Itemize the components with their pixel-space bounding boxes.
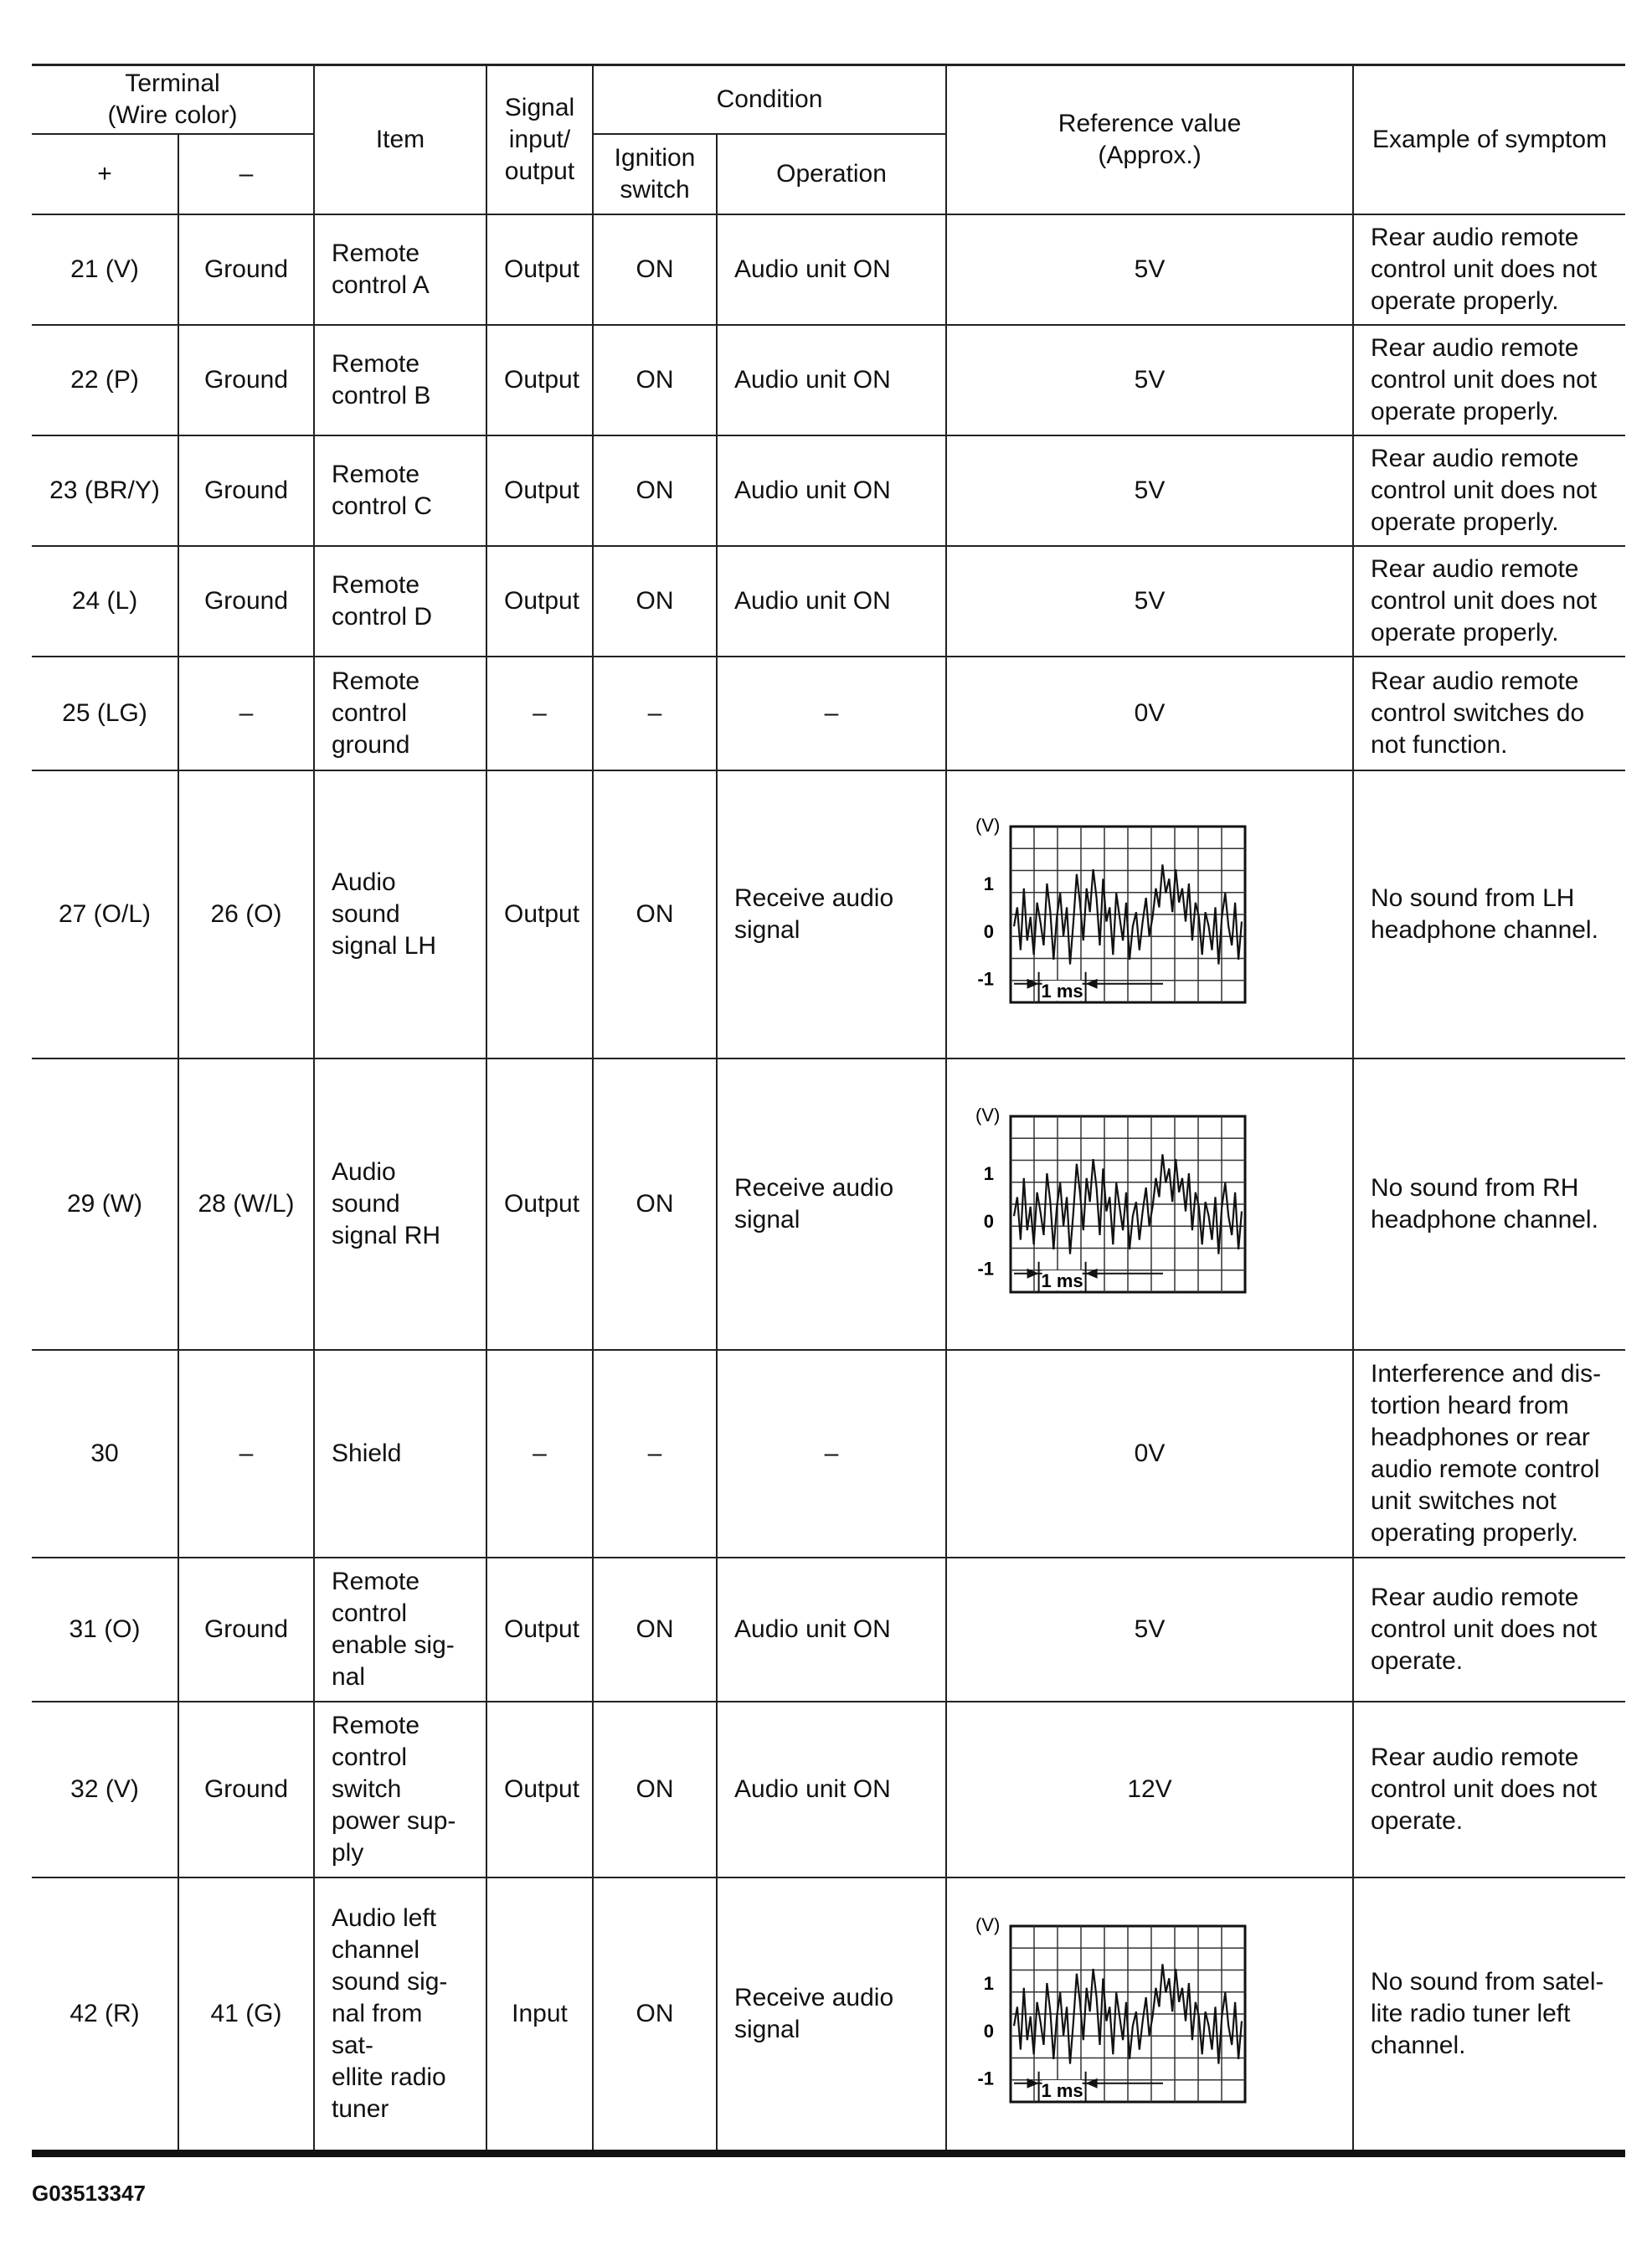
operation: Receive audio signal bbox=[717, 1058, 946, 1350]
symptom: No sound from LH headphone channel. bbox=[1353, 770, 1625, 1058]
reference-value: 0V bbox=[946, 657, 1353, 770]
reference-value: 0V bbox=[946, 1350, 1353, 1558]
table-row bbox=[32, 1877, 1625, 2154]
symptom: Rear audio remote control unit does not operate properly. bbox=[1353, 214, 1625, 325]
scope-y-tick-label: -1 bbox=[977, 1258, 995, 1280]
signal: Output bbox=[486, 1558, 593, 1702]
header-minus: – bbox=[178, 134, 314, 214]
scope-unit-label: (V) bbox=[975, 817, 1001, 836]
ignition: – bbox=[593, 657, 717, 770]
operation: Audio unit ON bbox=[717, 214, 946, 325]
scope-y-tick-label: -1 bbox=[977, 2068, 995, 2089]
scope-y-tick-label: 1 bbox=[983, 873, 995, 894]
terminal-plus: 32 (V) bbox=[32, 1702, 178, 1877]
scope-y-tick-label: 1 bbox=[983, 1162, 995, 1184]
scope-time-label: 1 ms bbox=[1041, 2079, 1083, 2101]
terminal-plus: 25 (LG) bbox=[32, 657, 178, 770]
header-terminal: Terminal (Wire color) bbox=[32, 65, 314, 134]
scope-y-tick-label: -1 bbox=[977, 968, 995, 990]
ignition: ON bbox=[593, 214, 717, 325]
reference-waveform bbox=[946, 1058, 1353, 1350]
terminal-minus: Ground bbox=[178, 214, 314, 325]
reference-value: 5V bbox=[946, 435, 1353, 546]
header-condition: Condition bbox=[593, 65, 946, 134]
item: Remote control switch power sup- ply bbox=[314, 1702, 486, 1877]
reference-value: 5V bbox=[946, 1558, 1353, 1702]
terminal-plus: 30 bbox=[32, 1350, 178, 1558]
operation: Audio unit ON bbox=[717, 325, 946, 435]
header-operation: Operation bbox=[717, 134, 946, 214]
oscilloscope-waveform-satellite bbox=[969, 1918, 1253, 2110]
scope-y-tick-label: 1 bbox=[983, 1972, 995, 1994]
signal: Output bbox=[486, 1058, 593, 1350]
symptom: Rear audio remote control switches do not function. bbox=[1353, 657, 1625, 770]
reference-value: 5V bbox=[946, 214, 1353, 325]
item: Remote control D bbox=[314, 546, 486, 657]
symptom: Rear audio remote control unit does not operate properly. bbox=[1353, 435, 1625, 546]
terminal-plus: 42 (R) bbox=[32, 1877, 178, 2154]
table-row bbox=[32, 1058, 1625, 1350]
terminal-minus: 28 (W/L) bbox=[178, 1058, 314, 1350]
terminal-minus: – bbox=[178, 1350, 314, 1558]
terminal-plus: 23 (BR/Y) bbox=[32, 435, 178, 546]
table-row bbox=[32, 1350, 1625, 1558]
table-row bbox=[32, 325, 1625, 435]
terminal-minus: Ground bbox=[178, 325, 314, 435]
signal: Output bbox=[486, 435, 593, 546]
ignition: ON bbox=[593, 325, 717, 435]
oscilloscope-waveform-rh bbox=[969, 1108, 1253, 1301]
table-row bbox=[32, 1558, 1625, 1702]
header-symptom: Example of symptom bbox=[1353, 65, 1625, 214]
scope-time-label: 1 ms bbox=[1041, 1270, 1083, 1291]
reference-value: 5V bbox=[946, 546, 1353, 657]
table-row bbox=[32, 214, 1625, 325]
signal: Output bbox=[486, 770, 593, 1058]
terminal-minus: Ground bbox=[178, 1702, 314, 1877]
item: Audio sound signal LH bbox=[314, 770, 486, 1058]
terminal-minus: 26 (O) bbox=[178, 770, 314, 1058]
ignition: ON bbox=[593, 546, 717, 657]
symptom: Rear audio remote control unit does not operate properly. bbox=[1353, 325, 1625, 435]
symptom: No sound from RH headphone channel. bbox=[1353, 1058, 1625, 1350]
figure-code: G03513347 bbox=[32, 2181, 146, 2206]
reference-waveform bbox=[946, 770, 1353, 1058]
scope-time-label: 1 ms bbox=[1041, 980, 1083, 1002]
operation: – bbox=[717, 657, 946, 770]
item: Remote control enable sig- nal bbox=[314, 1558, 486, 1702]
operation: Audio unit ON bbox=[717, 1558, 946, 1702]
operation: Receive audio signal bbox=[717, 1877, 946, 2154]
scope-unit-label: (V) bbox=[975, 1107, 1001, 1125]
scope-y-tick-label: 0 bbox=[983, 1210, 995, 1232]
operation: Audio unit ON bbox=[717, 546, 946, 657]
terminal-minus: Ground bbox=[178, 1558, 314, 1702]
operation: – bbox=[717, 1350, 946, 1558]
reference-waveform bbox=[946, 1877, 1353, 2154]
ignition: ON bbox=[593, 1058, 717, 1350]
symptom: No sound from satel- lite radio tuner left channel. bbox=[1353, 1877, 1625, 2154]
operation: Audio unit ON bbox=[717, 1702, 946, 1877]
oscilloscope-waveform-lh bbox=[969, 818, 1253, 1011]
symptom: Rear audio remote control unit does not operate properly. bbox=[1353, 546, 1625, 657]
signal: – bbox=[486, 1350, 593, 1558]
ignition: ON bbox=[593, 1877, 717, 2154]
symptom: Rear audio remote control unit does not operate. bbox=[1353, 1702, 1625, 1877]
table-row bbox=[32, 1702, 1625, 1877]
header-signal: Signal input/ output bbox=[486, 65, 593, 214]
scope-y-tick-label: 0 bbox=[983, 920, 995, 942]
scope-y-tick-label: 0 bbox=[983, 2020, 995, 2042]
item: Audio sound signal RH bbox=[314, 1058, 486, 1350]
symptom: Interference and dis- tortion heard from headphones or rear audio remote control unit switches not operating properly. bbox=[1353, 1350, 1625, 1558]
reference-value: 12V bbox=[946, 1702, 1353, 1877]
reference-value: 5V bbox=[946, 325, 1353, 435]
table-row bbox=[32, 770, 1625, 1058]
symptom: Rear audio remote control unit does not operate. bbox=[1353, 1558, 1625, 1702]
item: Remote control A bbox=[314, 214, 486, 325]
terminal-plus: 31 (O) bbox=[32, 1558, 178, 1702]
item: Remote control B bbox=[314, 325, 486, 435]
terminal-minus: Ground bbox=[178, 435, 314, 546]
ignition: ON bbox=[593, 770, 717, 1058]
terminal-minus: 41 (G) bbox=[178, 1877, 314, 2154]
signal: – bbox=[486, 657, 593, 770]
table-row bbox=[32, 657, 1625, 770]
terminal-plus: 29 (W) bbox=[32, 1058, 178, 1350]
scope-unit-label: (V) bbox=[975, 1917, 1001, 1935]
terminal-reference-table bbox=[32, 64, 1625, 2157]
operation: Audio unit ON bbox=[717, 435, 946, 546]
ignition: ON bbox=[593, 1702, 717, 1877]
item: Remote control C bbox=[314, 435, 486, 546]
terminal-plus: 21 (V) bbox=[32, 214, 178, 325]
signal: Output bbox=[486, 546, 593, 657]
signal: Output bbox=[486, 214, 593, 325]
ignition: ON bbox=[593, 1558, 717, 1702]
header-plus: + bbox=[32, 134, 178, 214]
item: Audio left channel sound sig- nal from sat- ellite radio tuner bbox=[314, 1877, 486, 2154]
table-row bbox=[32, 546, 1625, 657]
ignition: ON bbox=[593, 435, 717, 546]
terminal-plus: 27 (O/L) bbox=[32, 770, 178, 1058]
header-reference: Reference value (Approx.) bbox=[946, 65, 1353, 214]
terminal-minus: Ground bbox=[178, 546, 314, 657]
item: Shield bbox=[314, 1350, 486, 1558]
table-row bbox=[32, 435, 1625, 546]
terminal-minus: – bbox=[178, 657, 314, 770]
signal: Output bbox=[486, 1702, 593, 1877]
terminal-plus: 22 (P) bbox=[32, 325, 178, 435]
signal: Input bbox=[486, 1877, 593, 2154]
item: Remote control ground bbox=[314, 657, 486, 770]
signal: Output bbox=[486, 325, 593, 435]
ignition: – bbox=[593, 1350, 717, 1558]
header-item: Item bbox=[314, 65, 486, 214]
header-ignition: Ignition switch bbox=[593, 134, 717, 214]
terminal-plus: 24 (L) bbox=[32, 546, 178, 657]
operation: Receive audio signal bbox=[717, 770, 946, 1058]
